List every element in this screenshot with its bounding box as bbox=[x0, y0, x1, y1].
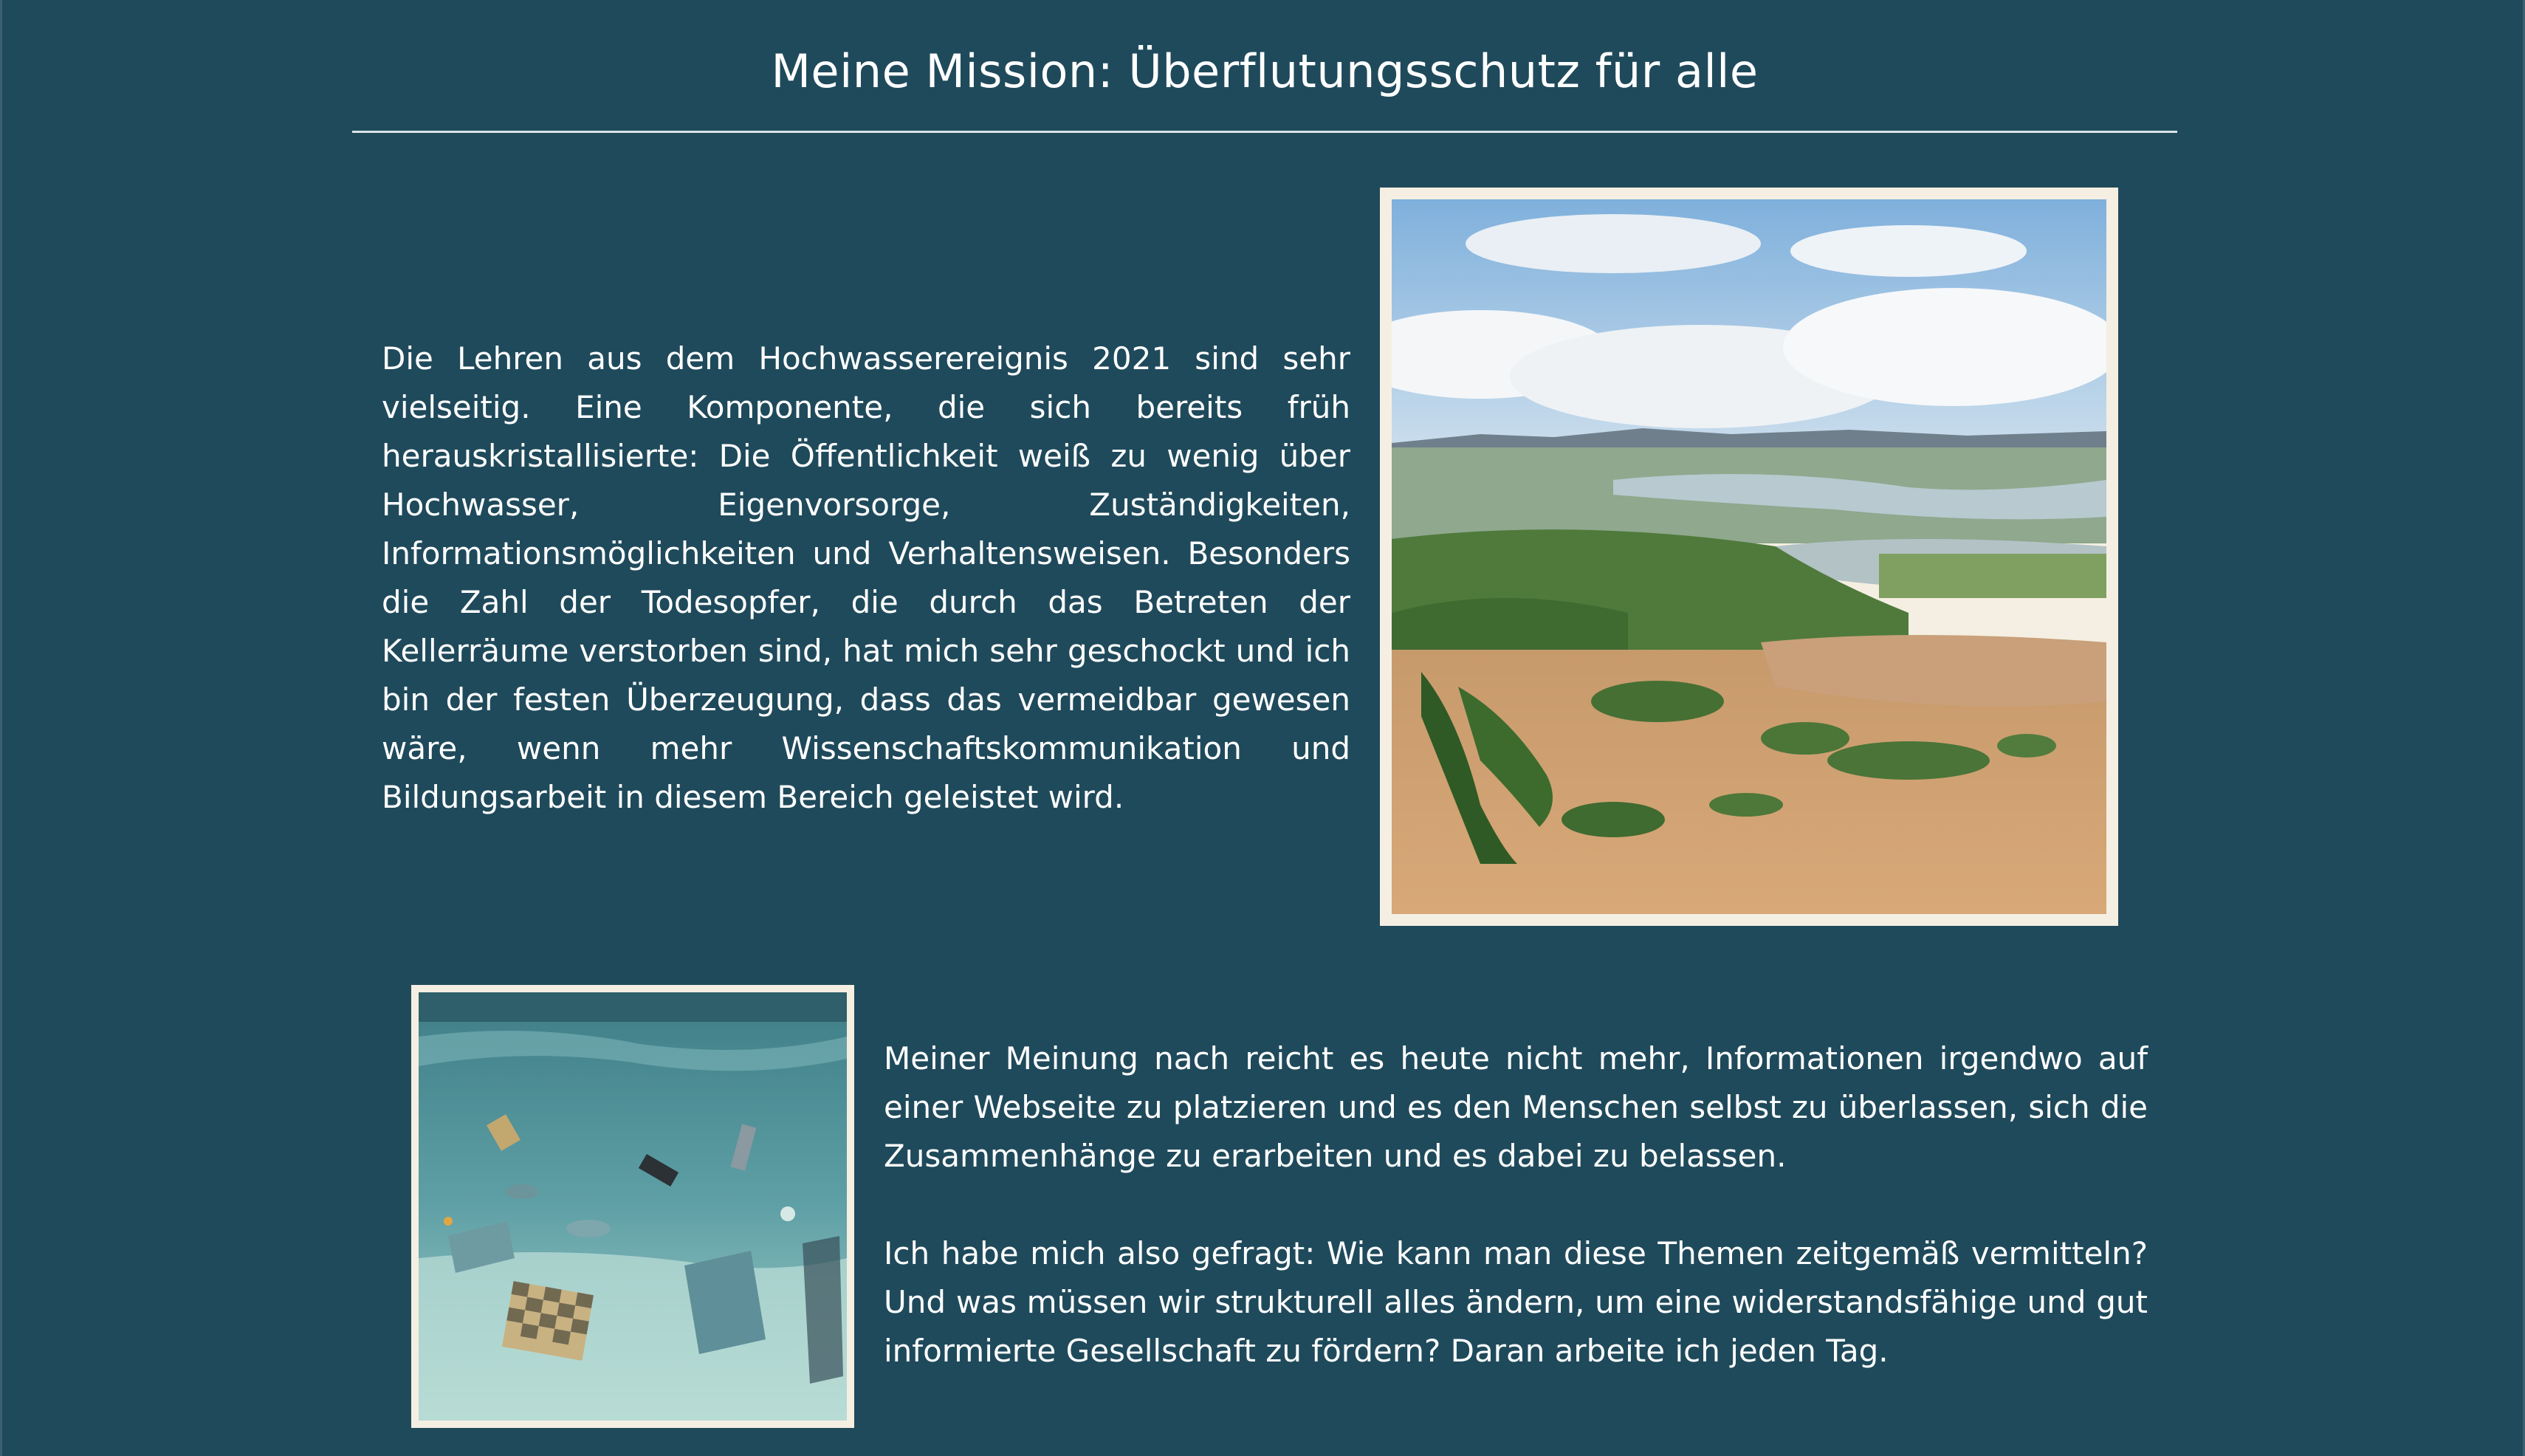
flood-aerial-image bbox=[1392, 199, 2106, 914]
flood-aerial-photo bbox=[1380, 188, 2118, 926]
flooded-basement-photo bbox=[411, 985, 854, 1428]
flooded-basement-image bbox=[419, 992, 847, 1421]
section1-paragraph: Die Lehren aus dem Hochwasserereignis 2021 sind sehr vielseitig. Eine Komponente, die sich bereits früh herauskristallisierte: Die Öffentlichkeit weiß zu wenig über Hochwasser, Eigenvorsorge, Zuständigkeiten, Informationsmöglichkeiten und Verhaltensweisen. Besonders die Zahl der Todesopfer, die durch das Betreten der Kellerräume verstorben sind, hat mich sehr geschockt und ich bin der festen Überzeugung, dass das vermeidbar gewesen wäre, wenn mehr Wissenschaftskommunikation und Bildungsarbeit in diesem Bereich geleistet wird. bbox=[382, 340, 1350, 815]
section2-paragraph-2: Ich habe mich also gefragt: Wie kann man diese Themen zeitgemäß vermitteln? Und was müssen wir strukturell alles ändern, um eine widerstandsfähige und gut informierte Gesellschaft zu fördern? Daran arbeite ich jeden Tag. bbox=[884, 1235, 2148, 1369]
title-divider bbox=[352, 131, 2177, 133]
page-title: Meine Mission: Überflutungsschutz für alle bbox=[771, 44, 1759, 98]
section2-paragraph-1: Meiner Meinung nach reicht es heute nicht mehr, Informationen irgendwo auf einer Webseite zu platzieren und es den Menschen selbst zu überlassen, sich die Zusammenhänge zu erarbeiten und es dabei zu belassen. bbox=[884, 1040, 2148, 1174]
